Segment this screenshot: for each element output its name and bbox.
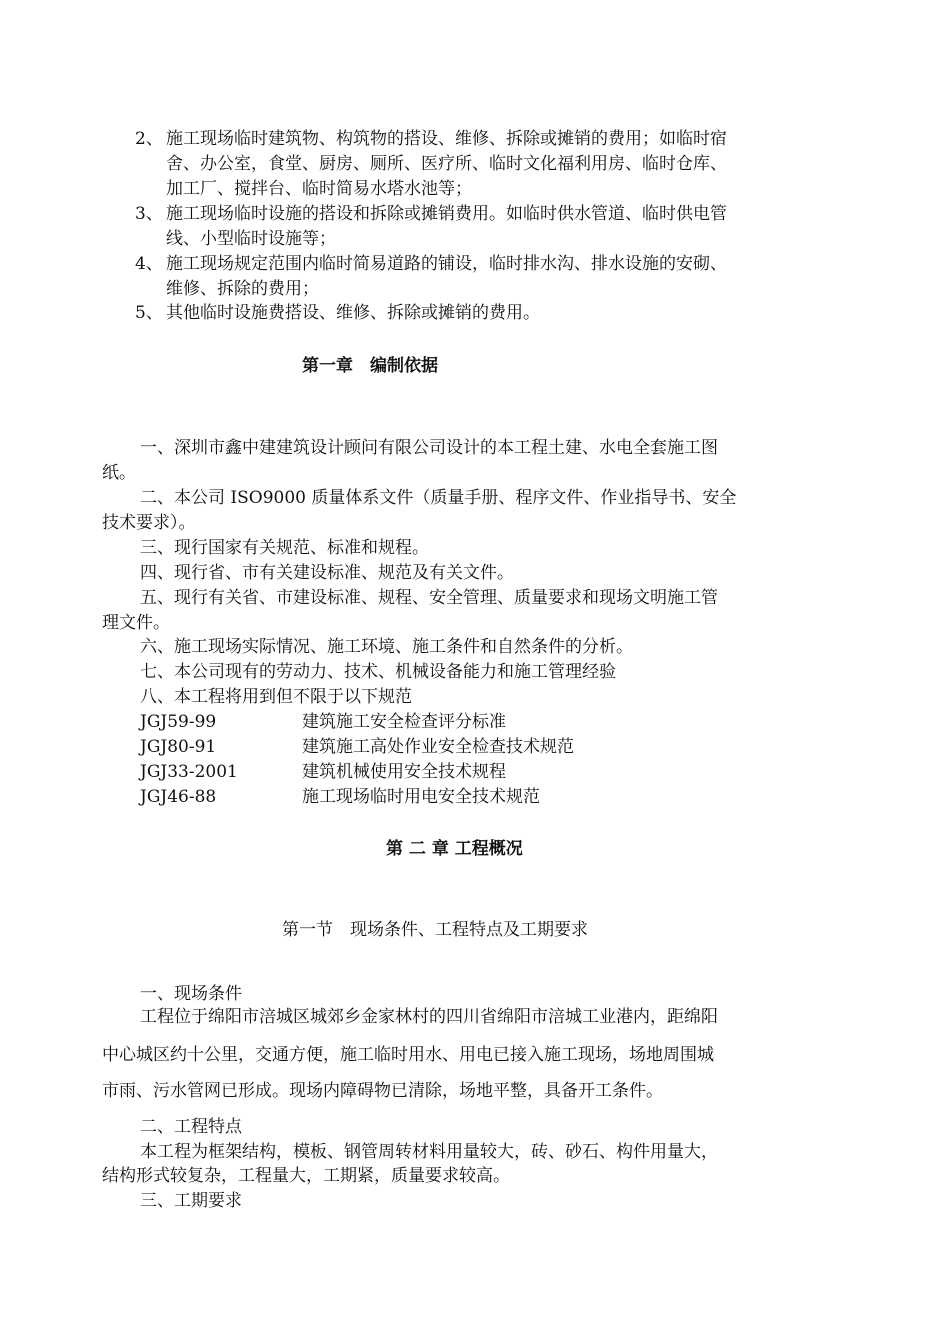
paragraph-line: 六、施工现场实际情况、施工环境、施工条件和自然条件的分析。 bbox=[140, 637, 633, 657]
list-item-number: 4、 bbox=[135, 254, 163, 274]
list-item-line: 其他临时设施费搭设、维修、拆除或摊销的费用。 bbox=[166, 303, 540, 323]
section-title: 第一节 现场条件、工程特点及工期要求 bbox=[282, 920, 588, 940]
chapter-title: 第一章 编制依据 bbox=[302, 356, 438, 376]
subheading: 三、工期要求 bbox=[140, 1191, 242, 1211]
standard-name: 建筑施工安全检查评分标准 bbox=[302, 712, 506, 732]
list-item-line: 施工现场临时设施的搭设和拆除或摊销费用。如临时供水管道、临时供电管 bbox=[166, 204, 727, 224]
subheading: 二、工程特点 bbox=[140, 1117, 242, 1137]
paragraph-line: 中心城区约十公里，交通方便，施工临时用水、用电已接入施工现场，场地周围城 bbox=[102, 1045, 714, 1065]
paragraph-line: 二、本公司 ISO9000 质量体系文件（质量手册、程序文件、作业指导书、安全 bbox=[140, 488, 737, 508]
paragraph-line: 八、本工程将用到但不限于以下规范 bbox=[140, 687, 412, 707]
paragraph-line: 工程位于绵阳市涪城区城郊乡金家林村的四川省绵阳市涪城工业港内，距绵阳 bbox=[140, 1007, 718, 1027]
standard-code: JGJ80-91 bbox=[140, 737, 217, 757]
standard-name: 施工现场临时用电安全技术规范 bbox=[302, 787, 540, 807]
list-item-line: 舍、办公室，食堂、厨房、厕所、医疗所、临时文化福利用房、临时仓库、 bbox=[166, 154, 727, 174]
paragraph-line: 五、现行有关省、市建设标准、规程、安全管理、质量要求和现场文明施工管 bbox=[140, 588, 718, 608]
paragraph-line: 本工程为框架结构，模板、钢管周转材料用量较大，砖、砂石、构件用量大， bbox=[140, 1142, 718, 1162]
paragraph-line: 纸。 bbox=[102, 463, 136, 483]
standard-name: 建筑机械使用安全技术规程 bbox=[302, 762, 506, 782]
paragraph-line: 四、现行省、市有关建设标准、规范及有关文件。 bbox=[140, 563, 514, 583]
paragraph-line: 七、本公司现有的劳动力、技术、机械设备能力和施工管理经验 bbox=[140, 662, 616, 682]
paragraph-line: 一、深圳市鑫中建建筑设计顾问有限公司设计的本工程土建、水电全套施工图 bbox=[140, 438, 718, 458]
list-item-line: 加工厂、搅拌台、临时简易水塔水池等； bbox=[166, 179, 472, 199]
standard-code: JGJ33-2001 bbox=[140, 762, 238, 782]
list-item-number: 2、 bbox=[135, 129, 163, 149]
list-item-line: 维修、拆除的费用； bbox=[166, 279, 319, 299]
paragraph-line: 理文件。 bbox=[102, 613, 170, 633]
subheading: 一、现场条件 bbox=[140, 984, 242, 1004]
list-item-number: 5、 bbox=[135, 303, 163, 323]
paragraph-line: 结构形式较复杂，工程量大，工期紧，质量要求较高。 bbox=[102, 1166, 510, 1186]
standard-code: JGJ46-88 bbox=[140, 787, 217, 807]
standard-code: JGJ59-99 bbox=[140, 712, 217, 732]
chapter-title: 第 二 章 工程概况 bbox=[386, 839, 523, 859]
paragraph-line: 三、现行国家有关规范、标准和规程。 bbox=[140, 538, 429, 558]
list-item-number: 3、 bbox=[135, 204, 163, 224]
list-item-line: 施工现场临时建筑物、构筑物的搭设、维修、拆除或摊销的费用；如临时宿 bbox=[166, 129, 727, 149]
list-item-line: 施工现场规定范围内临时简易道路的铺设，临时排水沟、排水设施的安砌、 bbox=[166, 254, 727, 274]
paragraph-line: 技术要求）。 bbox=[102, 513, 196, 533]
paragraph-line: 市雨、污水管网已形成。现场内障碍物已清除，场地平整，具备开工条件。 bbox=[102, 1081, 663, 1101]
standard-name: 建筑施工高处作业安全检查技术规范 bbox=[302, 737, 574, 757]
list-item-line: 线、小型临时设施等； bbox=[166, 229, 336, 249]
